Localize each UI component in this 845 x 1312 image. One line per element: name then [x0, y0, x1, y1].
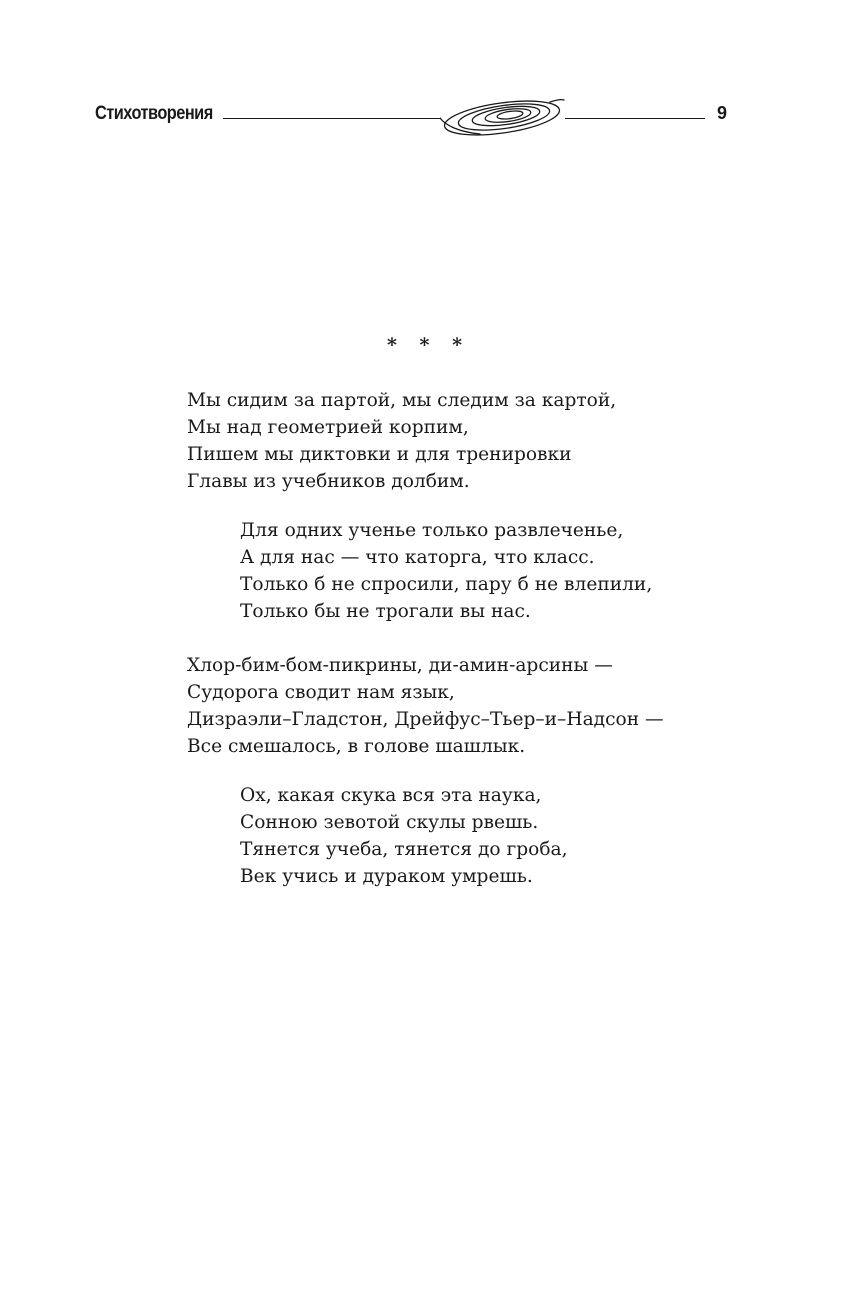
poem-line: Только бы не трогали вы нас.: [240, 601, 531, 622]
running-header: [95, 96, 727, 136]
poem-line: Пишем мы диктовки и для тренировки: [187, 444, 572, 465]
poem-line: Хлор-бим-бом-пикрины, ди-амин-арсины —: [187, 655, 613, 676]
poem-line: Ох, какая скука вся эта наука,: [240, 785, 542, 806]
poem-line: Тянется учеба, тянется до гроба,: [240, 839, 568, 860]
poem-line: Век учись и дураком умрешь.: [240, 866, 533, 887]
poem-line: Для одних ученье только развлеченье,: [240, 520, 624, 541]
poem-line: Дизраэли–Гладстон, Дрейфус–Тьер–и–Надсон —: [187, 709, 664, 730]
poem-line: Мы над геометрией корпим,: [187, 417, 469, 438]
spiral-swirl-icon: [440, 96, 565, 140]
stanza-4: [240, 782, 568, 890]
poem-line: Сонною зевотой скулы рвешь.: [240, 812, 539, 833]
poem-line: Мы сидим за партой, мы следим за картой,: [187, 390, 617, 411]
poem-line: Только б не спросили, пару б не влепили,: [240, 574, 653, 595]
asterism: * * *: [387, 334, 471, 356]
poem-line: Главы из учебников долбим.: [187, 471, 470, 492]
stanza-1: [187, 387, 616, 495]
page-number: 9: [716, 103, 727, 123]
stanza-2: [240, 517, 652, 625]
header-rule-left: [223, 118, 441, 119]
poem-line: Все смешалось, в голове шашлык.: [187, 736, 526, 757]
stanza-3: [187, 652, 664, 760]
running-title: Стихотворения: [95, 103, 213, 124]
poem-line: А для нас — что каторга, что класс.: [240, 547, 595, 568]
header-rule-right: [565, 118, 705, 119]
poem-line: Судорога сводит нам язык,: [187, 682, 455, 703]
